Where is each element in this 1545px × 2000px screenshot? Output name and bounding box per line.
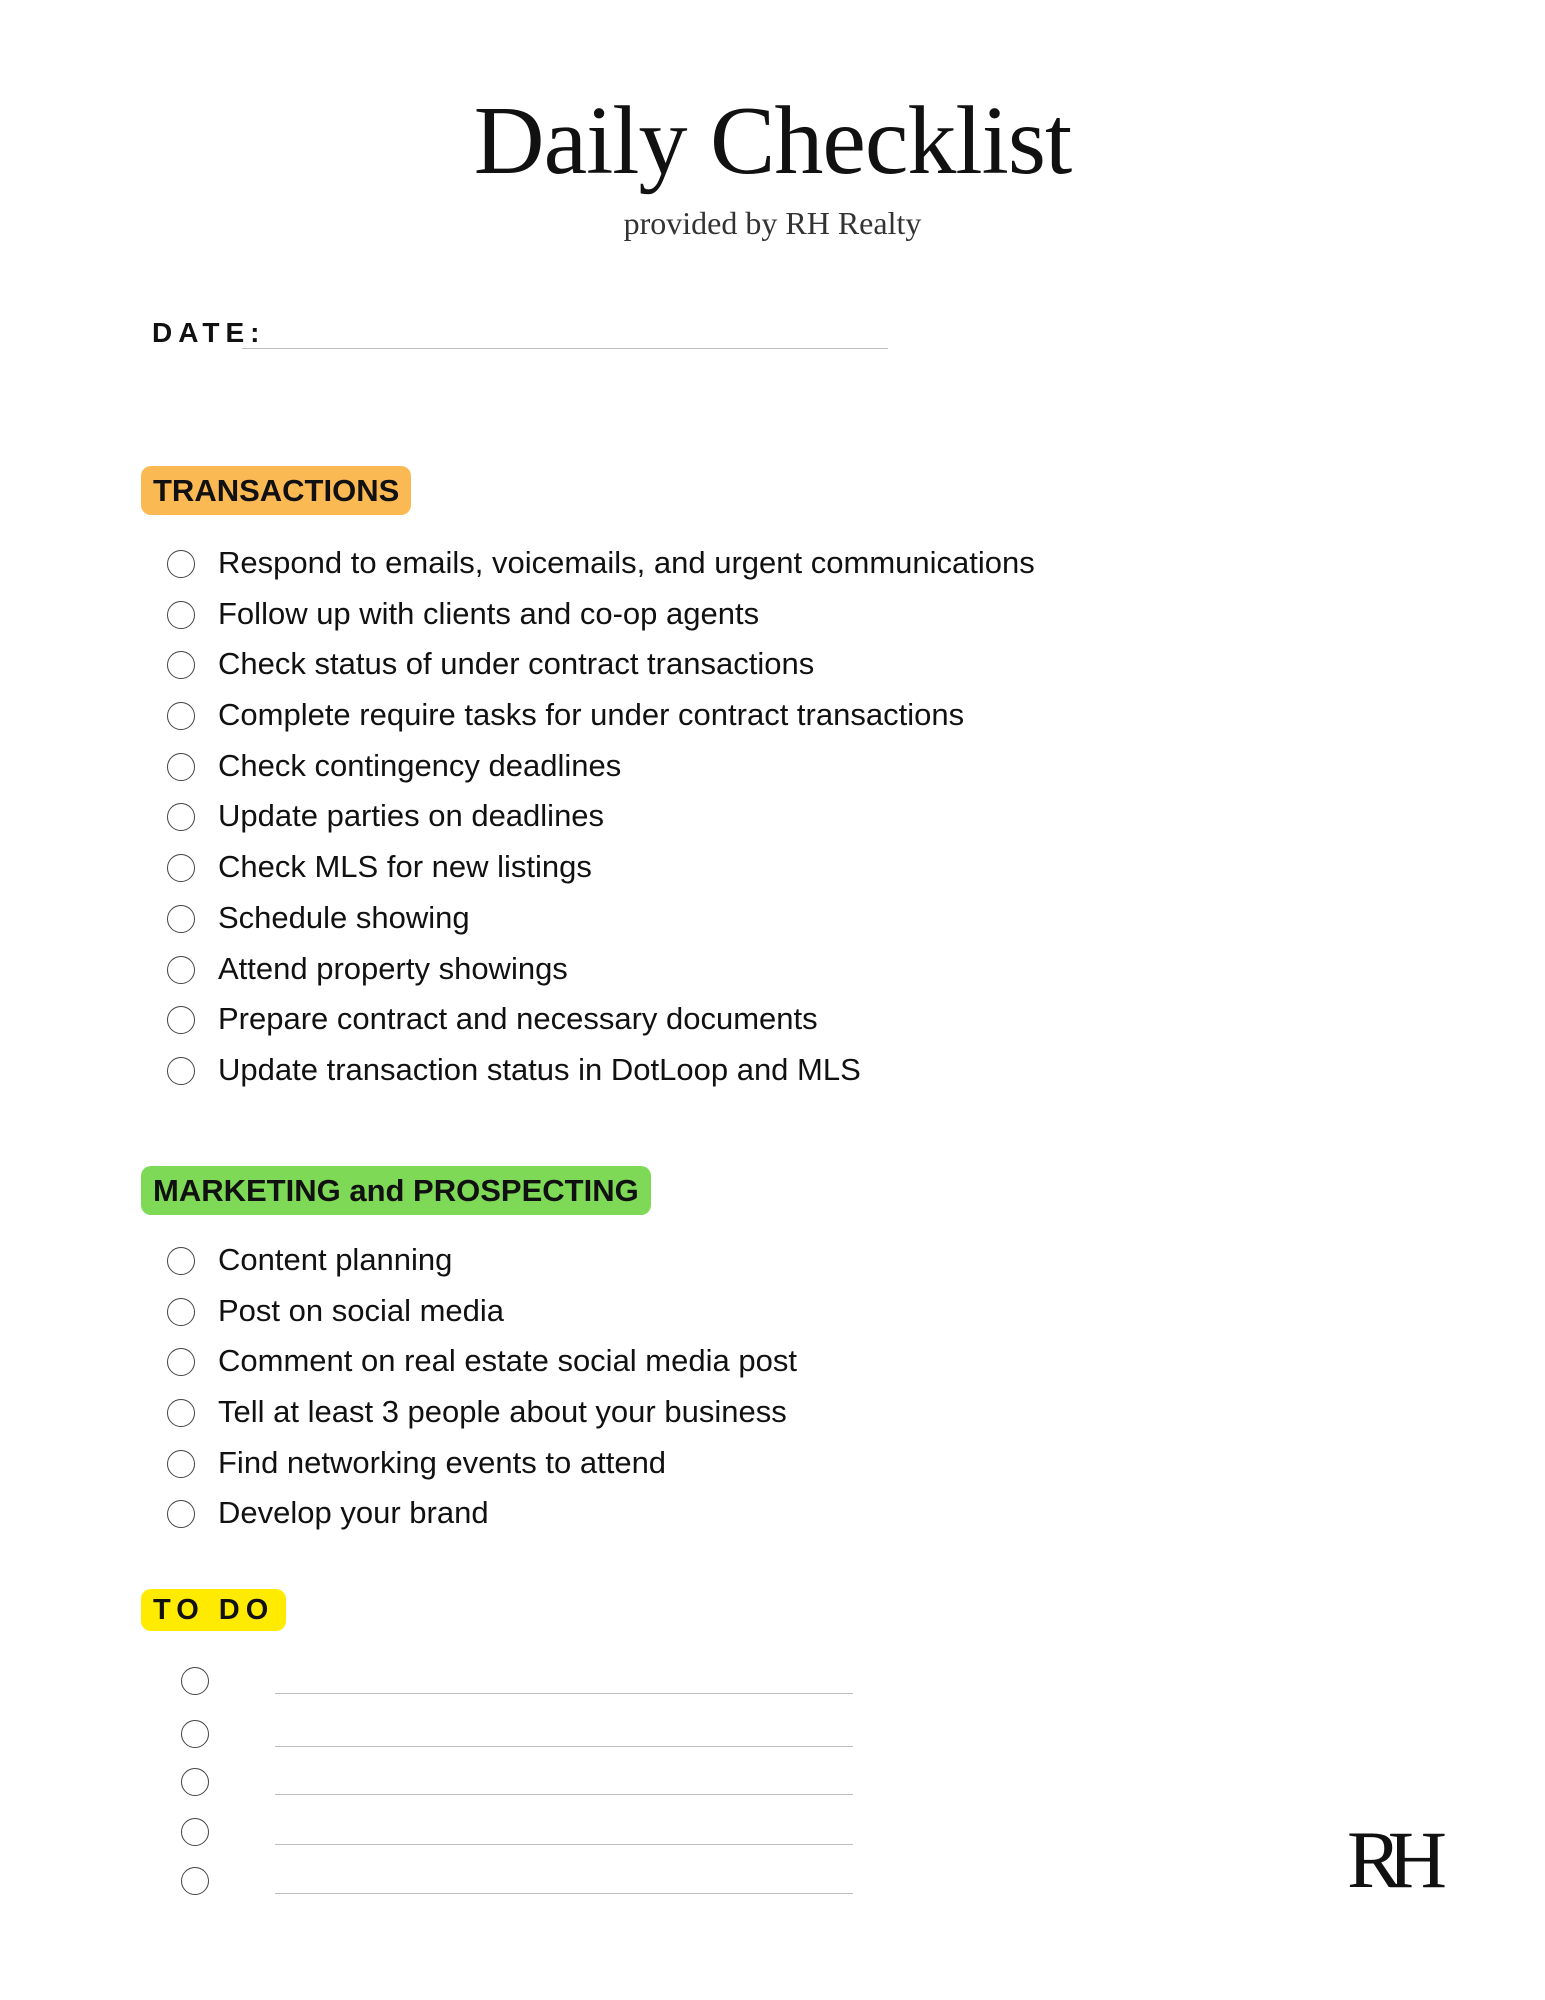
section-label-todo: TO DO — [153, 1593, 275, 1626]
page-subtitle: provided by RH Realty — [623, 205, 922, 241]
checklist-item-label: Comment on real estate social media post — [218, 1343, 797, 1379]
checklist-item-label: Check MLS for new listings — [218, 849, 592, 885]
checkbox-circle[interactable] — [181, 1720, 209, 1748]
checkbox-circle[interactable] — [167, 651, 195, 679]
checklist-item-label: Post on social media — [218, 1292, 505, 1328]
checkbox-circle[interactable] — [167, 956, 195, 984]
checkbox-circle[interactable] — [181, 1818, 209, 1846]
todo-row — [0, 1667, 900, 1707]
todo-input-line[interactable] — [275, 1844, 853, 1845]
checklist-item-label: Update transaction status in DotLoop and MLS — [218, 1051, 861, 1087]
checklist-item-label: Update parties on deadlines — [218, 798, 605, 834]
checklist-item-label: Tell at least 3 people about your business — [218, 1394, 787, 1430]
checklist-item-label: Develop your brand — [218, 1495, 489, 1531]
checkbox-circle[interactable] — [167, 702, 195, 730]
rh-monogram-logo — [1345, 1815, 1445, 1895]
checkbox-circle[interactable] — [181, 1667, 209, 1695]
section-tag-transactions — [141, 466, 411, 515]
todo-input-line[interactable] — [275, 1746, 853, 1747]
checkbox-circle[interactable] — [167, 550, 195, 578]
checkbox-circle[interactable] — [167, 1247, 195, 1275]
section-tag-todo — [141, 1589, 286, 1631]
page-title: Daily Checklist — [473, 87, 1072, 195]
checkbox-circle[interactable] — [167, 803, 195, 831]
section-tag-marketing — [141, 1166, 651, 1215]
section-label-marketing: MARKETING and PROSPECTING — [153, 1172, 639, 1208]
checklist-item-label: Find networking events to attend — [218, 1444, 667, 1480]
checkbox-circle[interactable] — [167, 1006, 195, 1034]
checklist-item-label: Respond to emails, voicemails, and urgent communications — [218, 545, 1035, 580]
checklist-item-label: Check status of under contract transactions — [218, 646, 815, 682]
checklist-item-label: Attend property showings — [218, 950, 568, 986]
checkbox-circle[interactable] — [167, 601, 195, 629]
checkbox-circle[interactable] — [167, 1298, 195, 1326]
todo-input-line[interactable] — [275, 1693, 853, 1694]
date-label: DATE: — [152, 317, 266, 348]
checkbox-circle[interactable] — [167, 854, 195, 882]
todo-input-line[interactable] — [275, 1794, 853, 1795]
checkbox-circle[interactable] — [167, 1399, 195, 1427]
checkbox-circle[interactable] — [167, 1500, 195, 1528]
checkbox-circle[interactable] — [181, 1768, 209, 1796]
checklist-item-label: Prepare contract and necessary documents — [218, 1001, 818, 1037]
todo-input-line[interactable] — [275, 1893, 853, 1894]
date-input-line[interactable] — [242, 348, 888, 349]
checkbox-circle[interactable] — [181, 1867, 209, 1895]
todo-row — [0, 1818, 900, 1858]
checkbox-circle[interactable] — [167, 1348, 195, 1376]
checklist-item-label: Content planning — [218, 1242, 453, 1277]
checkbox-circle[interactable] — [167, 1057, 195, 1085]
checklist-item-label: Follow up with clients and co-op agents — [218, 595, 760, 631]
checkbox-circle[interactable] — [167, 1450, 195, 1478]
checkbox-circle[interactable] — [167, 905, 195, 933]
svg-text:RH: RH — [1347, 1815, 1433, 1895]
section-label-transactions: TRANSACTIONS — [153, 472, 400, 508]
checkbox-circle[interactable] — [167, 753, 195, 781]
todo-row — [0, 1720, 900, 1760]
todo-row — [0, 1768, 900, 1808]
checklist-item-label: Check contingency deadlines — [218, 747, 622, 783]
checklist-item-label: Complete require tasks for under contract transactions — [218, 697, 965, 733]
checklist-item-label: Schedule showing — [218, 899, 470, 935]
todo-row — [0, 1867, 900, 1907]
